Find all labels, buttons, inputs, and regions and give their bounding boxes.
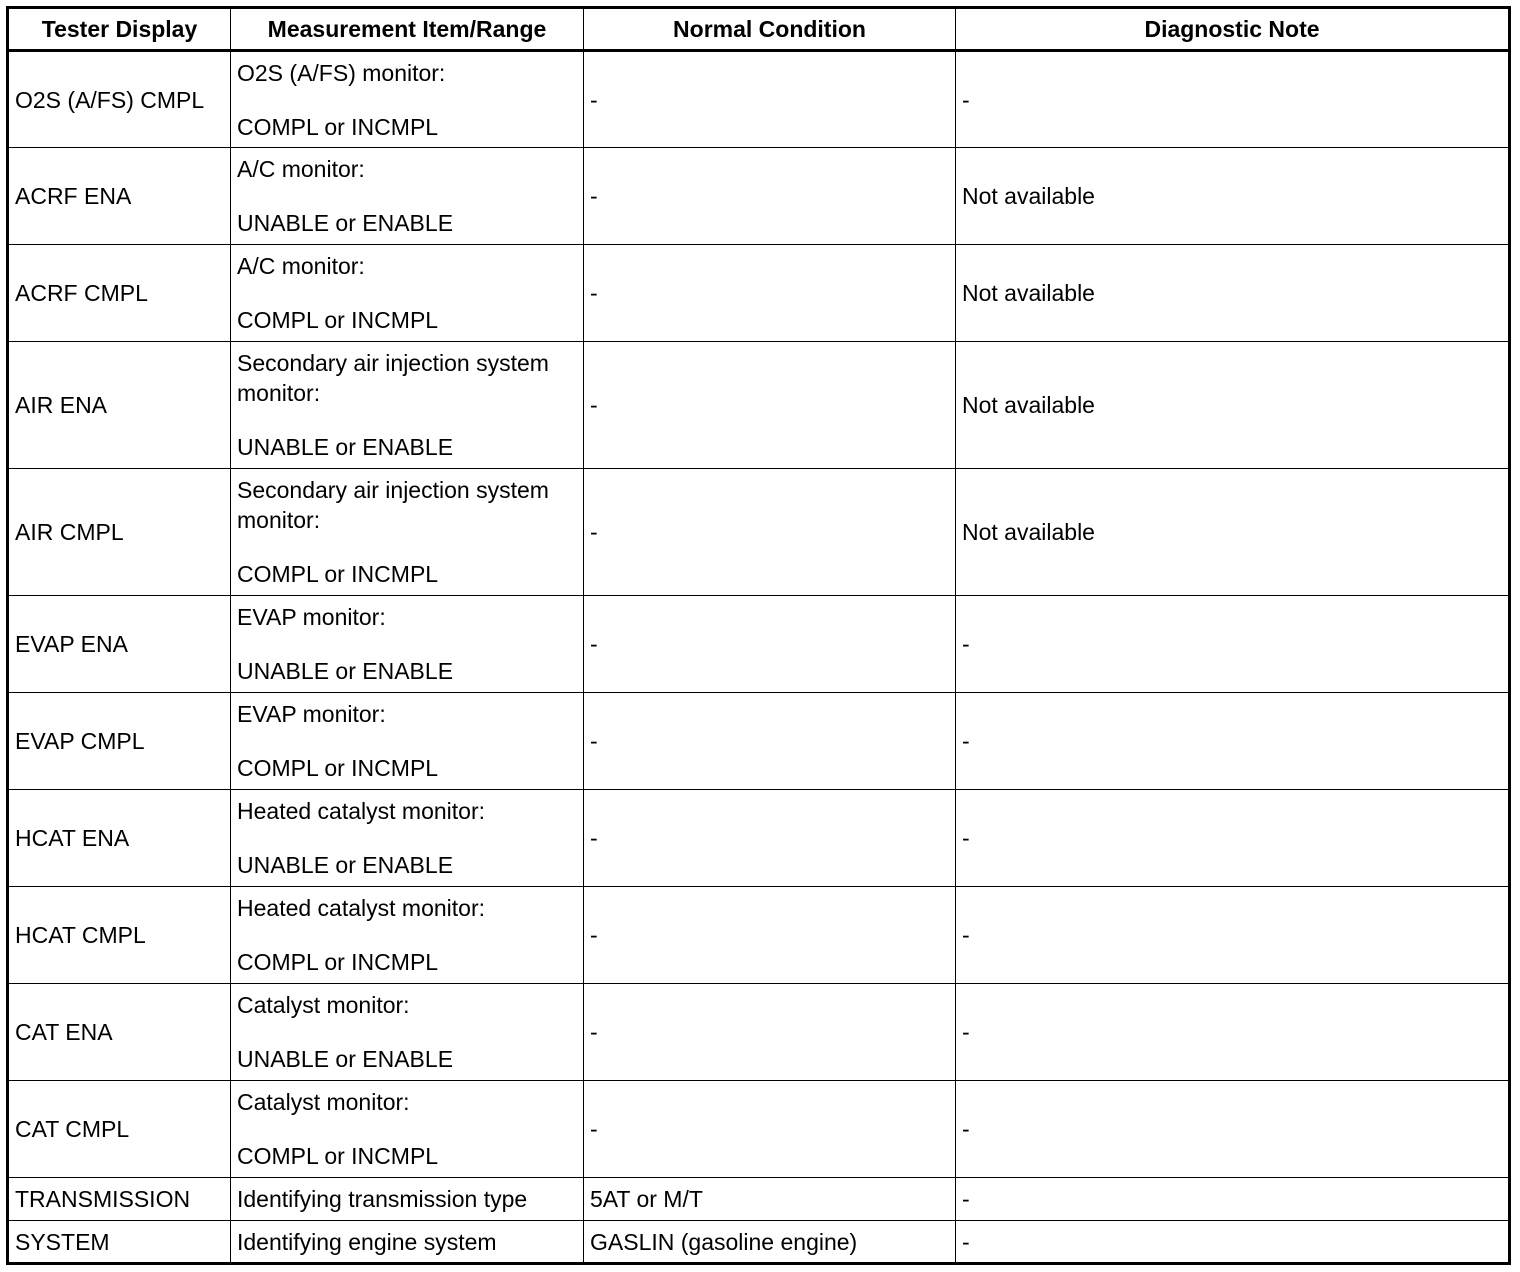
table-row [8, 790, 1510, 887]
measurement-cell [231, 1081, 584, 1178]
table-row [8, 1221, 1510, 1264]
normal-condition-cell: - [584, 342, 956, 469]
header-measurement-item-range: Measurement Item/Range [231, 8, 584, 51]
measurement-label: Secondary air injection system monitor: [237, 477, 549, 533]
normal-condition-cell: - [584, 469, 956, 596]
diagnostic-note-cell: Not available [956, 342, 1510, 469]
normal-condition-cell: - [584, 51, 956, 148]
table-row [8, 51, 1510, 148]
normal-condition-cell: - [584, 148, 956, 245]
table-row [8, 469, 1510, 596]
tester-display-cell: CAT CMPL [8, 1081, 231, 1178]
diagnostic-note-cell: - [956, 887, 1510, 984]
measurement-label: Secondary air injection system monitor: [237, 350, 549, 406]
measurement-label: Catalyst monitor: [237, 992, 410, 1018]
measurement-label: Heated catalyst monitor: [237, 798, 486, 824]
measurement-range: UNABLE or ENABLE [237, 210, 454, 236]
normal-condition-cell: - [584, 887, 956, 984]
measurement-cell [231, 596, 584, 693]
measurement-cell [231, 469, 584, 596]
measurement-cell [231, 790, 584, 887]
table-row [8, 245, 1510, 342]
measurement-cell [231, 984, 584, 1081]
diagnostic-note-cell: - [956, 693, 1510, 790]
diagnostic-note-cell: - [956, 1081, 1510, 1178]
measurement-cell [231, 148, 584, 245]
tester-display-cell: TRANSMISSION [8, 1178, 231, 1221]
normal-condition-cell: - [584, 1081, 956, 1178]
diagnostic-note-cell: Not available [956, 469, 1510, 596]
normal-condition-cell: - [584, 984, 956, 1081]
header-diagnostic-note: Diagnostic Note [956, 8, 1510, 51]
diagnostic-note-cell: - [956, 984, 1510, 1081]
measurement-range: COMPL or INCMPL [237, 755, 439, 781]
tester-display-cell: EVAP CMPL [8, 693, 231, 790]
measurement-range: COMPL or INCMPL [237, 114, 439, 140]
header-normal-condition: Normal Condition [584, 8, 956, 51]
normal-condition-cell: - [584, 790, 956, 887]
measurement-range: COMPL or INCMPL [237, 1143, 439, 1169]
diagnostic-note-cell: - [956, 1178, 1510, 1221]
measurement-range: COMPL or INCMPL [237, 561, 439, 587]
tester-display-cell: EVAP ENA [8, 596, 231, 693]
table-row [8, 1081, 1510, 1178]
header-tester-display: Tester Display [8, 8, 231, 51]
header-row [8, 8, 1510, 51]
measurement-cell [231, 245, 584, 342]
measurement-range: COMPL or INCMPL [237, 949, 439, 975]
measurement-cell [231, 887, 584, 984]
tester-data-table [6, 6, 1511, 1265]
tester-display-cell: AIR CMPL [8, 469, 231, 596]
measurement-cell: Identifying engine system [231, 1221, 584, 1264]
tester-display-cell: CAT ENA [8, 984, 231, 1081]
measurement-range: UNABLE or ENABLE [237, 658, 454, 684]
measurement-cell [231, 693, 584, 790]
tester-display-cell: HCAT CMPL [8, 887, 231, 984]
tester-display-cell: AIR ENA [8, 342, 231, 469]
tester-display-cell: ACRF CMPL [8, 245, 231, 342]
measurement-range: UNABLE or ENABLE [237, 1046, 454, 1072]
measurement-range: UNABLE or ENABLE [237, 434, 454, 460]
diagnostic-note-cell: - [956, 51, 1510, 148]
normal-condition-cell: GASLIN (gasoline engine) [584, 1221, 956, 1264]
measurement-range: COMPL or INCMPL [237, 307, 439, 333]
measurement-cell [231, 51, 584, 148]
measurement-label: Heated catalyst monitor: [237, 895, 486, 921]
table-row [8, 1178, 1510, 1221]
tester-display-cell: SYSTEM [8, 1221, 231, 1264]
normal-condition-cell: - [584, 245, 956, 342]
tester-display-cell: HCAT ENA [8, 790, 231, 887]
measurement-range: UNABLE or ENABLE [237, 852, 454, 878]
measurement-label: Catalyst monitor: [237, 1089, 410, 1115]
diagnostic-note-cell: - [956, 596, 1510, 693]
table-row [8, 342, 1510, 469]
measurement-cell [231, 342, 584, 469]
normal-condition-cell: 5AT or M/T [584, 1178, 956, 1221]
table-row [8, 984, 1510, 1081]
diagnostic-note-cell: Not available [956, 148, 1510, 245]
measurement-label: EVAP monitor: [237, 701, 386, 727]
normal-condition-cell: - [584, 596, 956, 693]
diagnostic-note-cell: - [956, 1221, 1510, 1264]
diagnostic-note-cell: - [956, 790, 1510, 887]
measurement-label: O2S (A/FS) monitor: [237, 60, 446, 86]
table-row [8, 596, 1510, 693]
table-row [8, 693, 1510, 790]
measurement-label: A/C monitor: [237, 156, 365, 182]
tester-display-cell: ACRF ENA [8, 148, 231, 245]
diagnostic-note-cell: Not available [956, 245, 1510, 342]
measurement-label: EVAP monitor: [237, 604, 386, 630]
table-row [8, 887, 1510, 984]
measurement-label: A/C monitor: [237, 253, 365, 279]
normal-condition-cell: - [584, 693, 956, 790]
measurement-cell: Identifying transmission type [231, 1178, 584, 1221]
table-row [8, 148, 1510, 245]
tester-display-cell: O2S (A/FS) CMPL [8, 51, 231, 148]
